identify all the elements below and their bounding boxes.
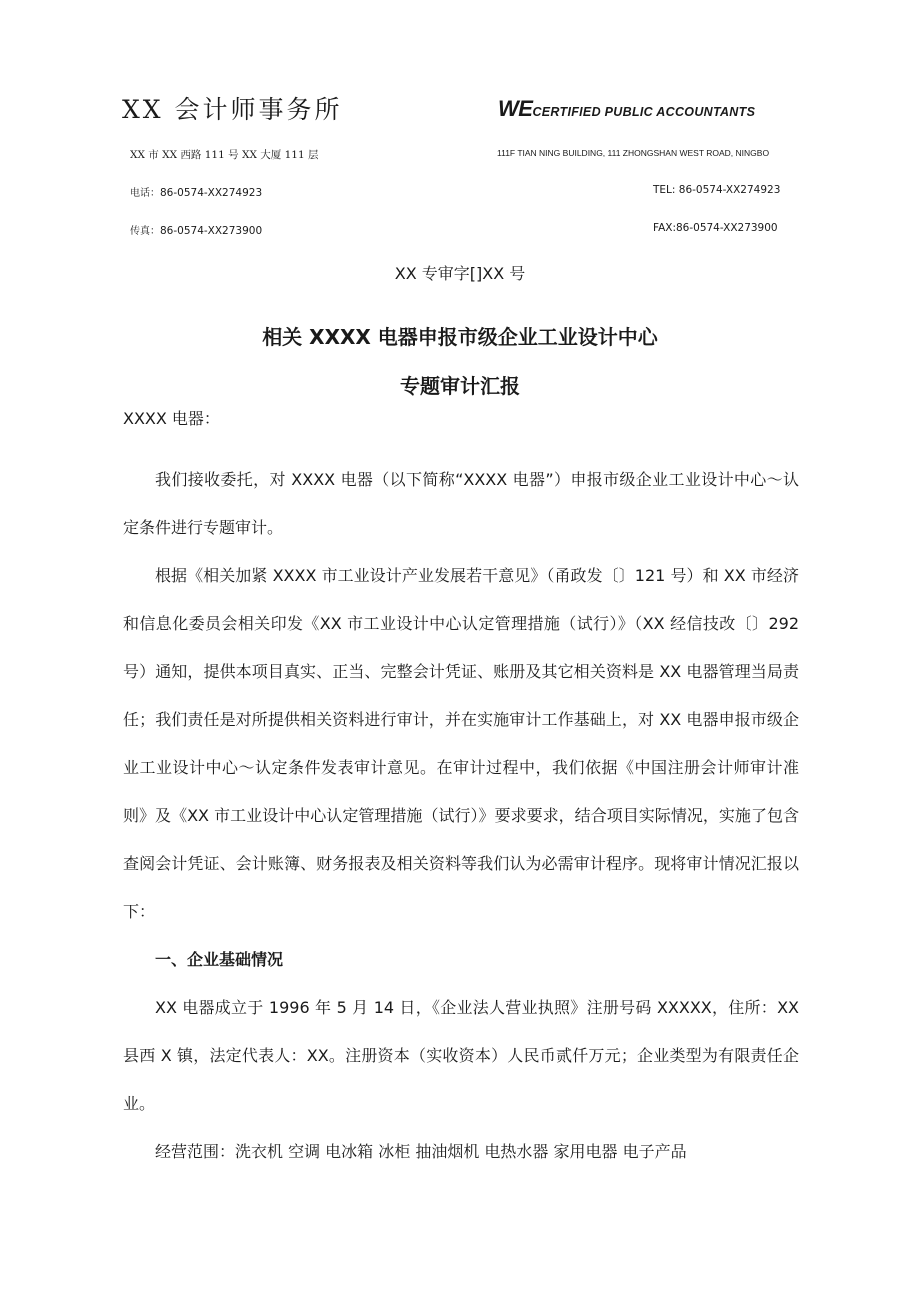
salutation: XXXX 电器：: [123, 409, 220, 428]
tel-number: 86-0574-XX274923: [160, 187, 263, 199]
fax-en: FAX:86-0574-XX273900: [653, 222, 778, 234]
paragraph-basis: 根据《相关加紧 XXXX 市工业设计产业发展若干意见》（甬政发〔〕121 号）和 XX 市经济和信息化委员会相关印发《XX 市工业设计中心认定管理措施（试行）》（XX 经信技改〔〕292 号）通知，提供本项目真实、正当、完整会计凭证、账册及其它相关资料是 XX 电器管理当局责任；我们责任是对所提供相关资料进行审计，并在实施审计工作基础上，对 XX 电器申报市级企业工业设计中心～认定条件发表审计意见。在审计过程中，我们依据《中国注册会计师审计准则》及《XX 市工业设计中心认定管理措施（试行）》要求要求，结合项目实际情况，实施了包含查阅会计凭证、会计账簿、财务报表及相关资料等我们认为必需审计程序。现将审计情况汇报以下：: [123, 566, 799, 921]
document-body: [123, 456, 799, 1176]
tel-en: TEL: 86-0574-XX274923: [653, 184, 781, 196]
section-heading: 一、企业基础情况: [155, 950, 284, 969]
paragraph-company-info: XX 电器成立于 1996 年 5 月 14 日，《企业法人营业执照》注册号码 XXXXX，住所：XX 县西 X 镇，法定代表人：XX。注册资本（实收资本）人民币贰仟万元；企业类型为有限责任企业。: [123, 998, 799, 1113]
document-title-line1: 相关 XXXX 电器申报市级企业工业设计中心: [262, 325, 658, 349]
tel-cn: [130, 184, 262, 199]
reference-number: XX 专审字[]XX 号: [394, 264, 526, 283]
firm-name-en-suffix: CERTIFIED PUBLIC ACCOUNTANTS: [532, 105, 756, 119]
fax-cn: [130, 222, 262, 237]
firm-name-cn: XX 会计师事务所: [122, 95, 343, 124]
firm-name-en-prefix: WE: [498, 96, 533, 121]
fax-number: 86-0574-XX273900: [160, 225, 263, 237]
tel-label: 电话：: [130, 188, 160, 199]
address-en: 111F TIAN NING BUILDING, 111 ZHONGSHAN WEST ROAD, NINGBO: [497, 148, 770, 158]
firm-name-en: [498, 96, 755, 122]
paragraph-business-scope: 经营范围：洗衣机 空调 电冰箱 冰柜 抽油烟机 电热水器 家用电器 电子产品: [155, 1142, 687, 1161]
fax-label: 传真：: [130, 226, 160, 237]
paragraph-engagement: 我们接收委托，对 XXXX 电器（以下简称“XXXX 电器”）申报市级企业工业设计中心～认定条件进行专题审计。: [123, 470, 799, 537]
address-cn: XX 市 XX 西路 111 号 XX 大厦 111 层: [130, 149, 319, 161]
document-title-line2: 专题审计汇报: [400, 374, 520, 398]
